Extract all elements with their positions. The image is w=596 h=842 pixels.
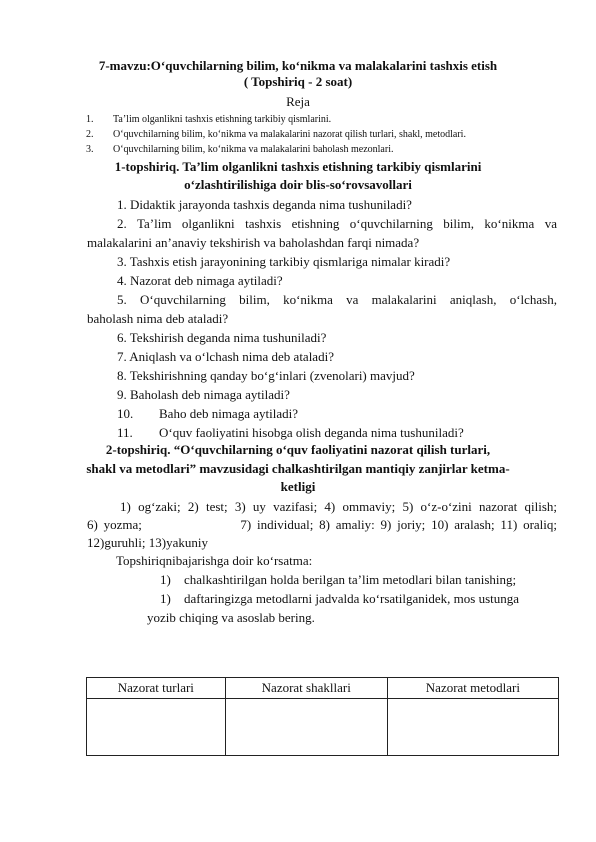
- table-cell: [87, 699, 226, 756]
- chain-line-1: 1) og‘zaki; 2) test; 3) uy vazifasi; 4) ommaviy; 5) o‘z-o‘zini nazorat qilish;: [120, 499, 557, 514]
- plan-item: [86, 128, 466, 141]
- question-9: 9. Baholash deb nimaga aytiladi?: [117, 387, 290, 402]
- instruction-text: daftaringizga metodlarni jadvalda ko‘rsatilganidek, mos ustunga: [184, 591, 520, 606]
- plan-item-text: O‘quvchilarning bilim, ko‘nikma va malakalarini nazorat qilish turlari, shakl, metodlari.: [113, 129, 466, 140]
- plan-item-number: 1.: [86, 114, 94, 125]
- table-cell: [387, 699, 558, 756]
- table-row: [87, 699, 559, 756]
- instruction-item: [160, 572, 516, 588]
- plan-item: [86, 113, 331, 126]
- question-2-line2: malakalarini an’anaviy tekshirish va baholashdan farqi nimada?: [87, 235, 420, 250]
- plan-item-number: 2.: [86, 129, 94, 140]
- table-header-cell: Nazorat metodlari: [387, 678, 558, 699]
- table-header-row: [87, 678, 559, 699]
- chain-line-2: 6) yozma; 7) individual; 8) amaliy: 9) joriy; 10) aralash; 11) oraliq;: [87, 517, 557, 532]
- table-header-cell: Nazorat turlari: [87, 678, 226, 699]
- question-3: 3. Tashxis etish jarayonining tarkibiy qismlariga nimalar kiradi?: [117, 254, 451, 269]
- question-5-line1: 5. O‘quvchilarning bilim, ko‘nikma va malakalarini aniqlash, o‘lchash,: [117, 292, 557, 307]
- plan-item-number: 3.: [86, 144, 94, 155]
- question-4: 4. Nazorat deb nimaga aytiladi?: [117, 273, 283, 288]
- question-6: 6. Tekshirish deganda nima tushuniladi?: [117, 330, 327, 345]
- doc-title: 7-mavzu:O‘quvchilarning bilim, ko‘nikma va malakalarini tashxis etish: [98, 58, 498, 73]
- plan-item: [86, 143, 393, 156]
- question-10-number: 10.: [117, 406, 134, 421]
- task1-heading-line2: o‘zlashtirilishiga doir blis-so‘rovsavollari: [184, 177, 412, 192]
- question-11-number: 11.: [117, 425, 133, 440]
- task2-heading-line1: 2-topshiriq. “O‘quvchilarning o‘quv faoliyatini nazorat qilish turlari,: [105, 442, 491, 457]
- instruction-item: [160, 591, 519, 607]
- chain-line-3: 12)guruhli; 13)yakuniy: [87, 535, 208, 550]
- task2-heading-line2: shakl va metodlari” mavzusidagi chalkashtirilgan mantiqiy zanjirlar ketma-: [86, 461, 510, 476]
- doc-subtitle: ( Topshiriq - 2 soat): [243, 74, 353, 89]
- instruction-continuation: yozib chiqing va asoslab bering.: [147, 610, 315, 625]
- question-2-line1: 2. Ta’lim olganlikni tashxis etishning o‘quvchilarning bilim, ko‘nikma va: [117, 216, 557, 231]
- question-10-text: Baho deb nimaga aytiladi?: [159, 406, 298, 421]
- question-5-line2: baholash nima deb ataladi?: [87, 311, 229, 326]
- instruction-title: Topshiriqnibajarishga doir ko‘rsatma:: [116, 553, 313, 568]
- control-methods-table: [86, 677, 559, 756]
- instruction-number: 1): [160, 591, 171, 606]
- question-8: 8. Tekshirishning qanday bo‘g‘inlari (zvenolari) mavjud?: [117, 368, 415, 383]
- question-11: [117, 425, 464, 441]
- instruction-text: chalkashtirilgan holda berilgan ta’lim metodlari bilan tanishing;: [184, 572, 517, 587]
- question-11-text: O‘quv faoliyatini hisobga olish deganda nima tushuniladi?: [159, 425, 464, 440]
- question-7: 7. Aniqlash va o‘lchash nima deb ataladi?: [117, 349, 334, 364]
- question-1: 1. Didaktik jarayonda tashxis deganda nima tushuniladi?: [117, 197, 412, 212]
- reja-heading: Reja: [286, 94, 310, 109]
- task1-heading-line1: 1-topshiriq. Ta’lim olganlikni tashxis etishning tarkibiy qismlarini: [114, 159, 482, 174]
- plan-item-text: O‘quvchilarning bilim, ko‘nikma va malakalarini baholash mezonlari.: [113, 144, 394, 155]
- instruction-number: 1): [160, 572, 171, 587]
- question-10: [117, 406, 298, 422]
- table-header-cell: Nazorat shakllari: [225, 678, 387, 699]
- table-cell: [225, 699, 387, 756]
- plan-item-text: Ta’lim olganlikni tashxis etishning tarkibiy qismlarini.: [113, 114, 332, 125]
- task2-heading-line3: ketligi: [280, 479, 316, 494]
